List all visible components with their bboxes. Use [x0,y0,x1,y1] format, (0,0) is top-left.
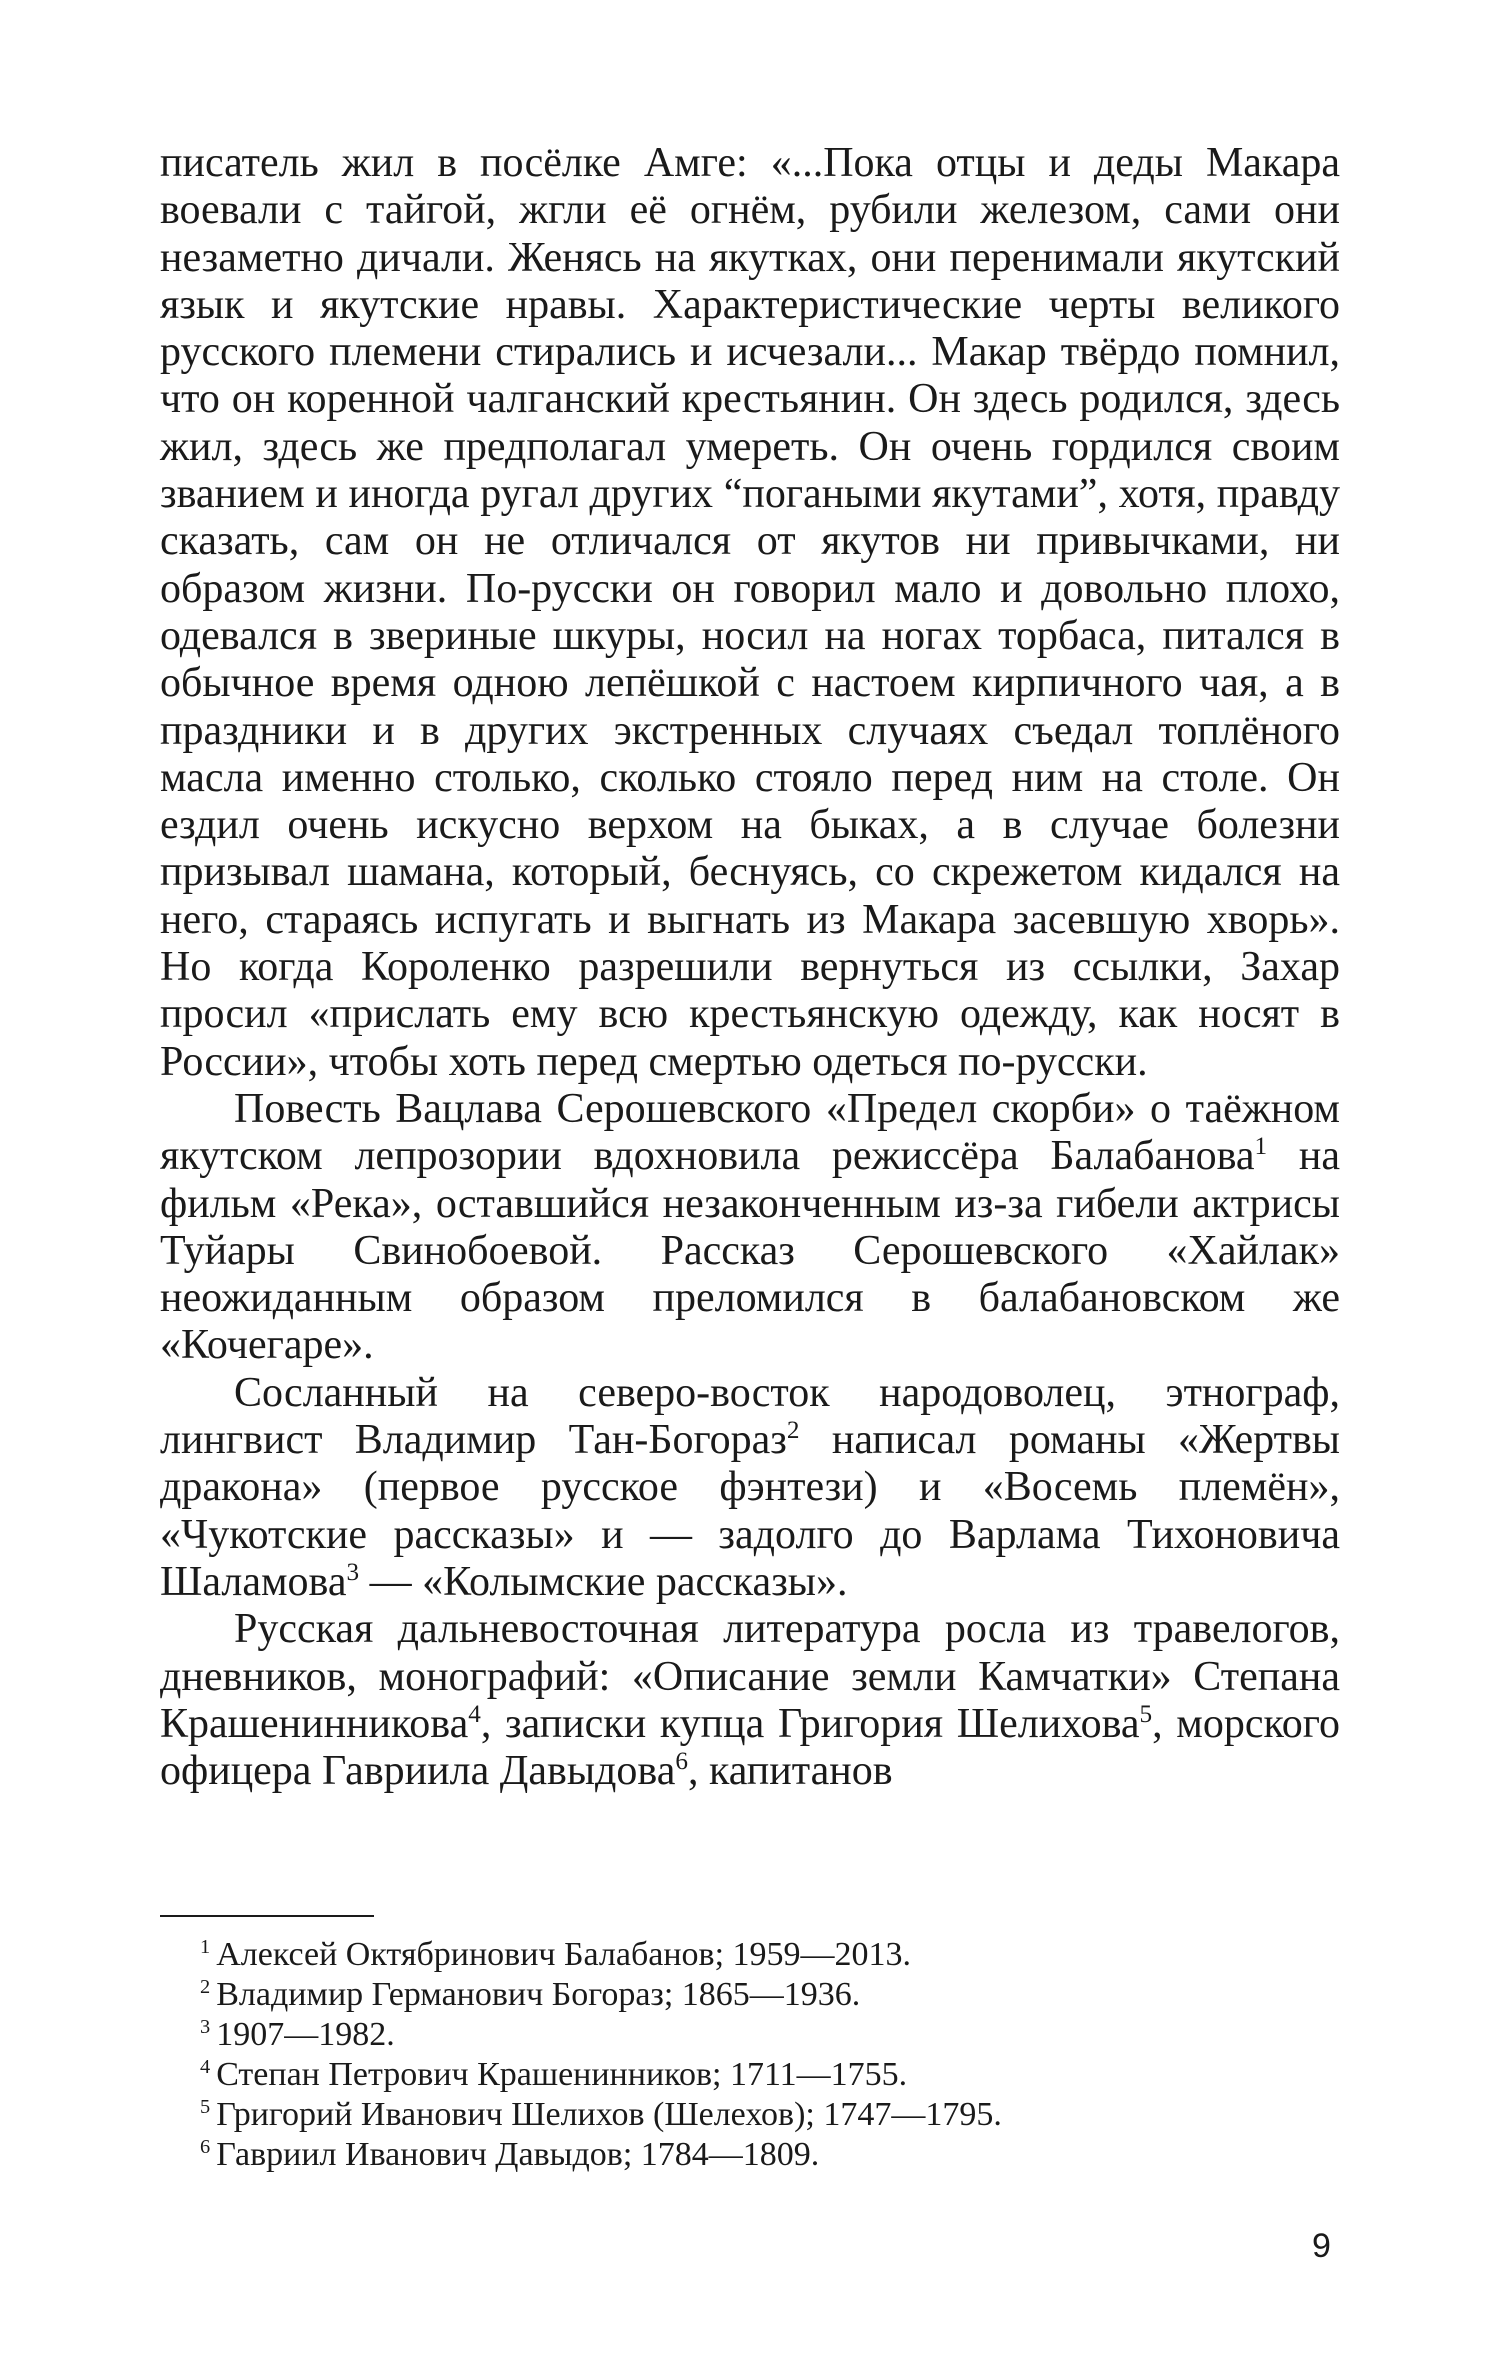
paragraph-text: Сосланный на северо-восток народоволец, этнограф, лингвист Владимир Тан-Богораз [160,1369,1340,1464]
paragraph [160,1086,1340,1370]
footnote [200,1935,1340,1975]
paragraph [160,1606,1340,1795]
footnote-mark: 4 [200,2055,211,2078]
page-body [160,140,1340,1795]
paragraph-text: , капитанов [687,1748,893,1795]
footnote-text: Григорий Иванович Шелихов (Шелехов); 1747—1795. [216,2096,1002,2133]
paragraph-text: Повесть Вацлава Серошевского «Предел скорби» о таёжном якутском лепрозории вдохновила режиссёра Балабанова [160,1085,1340,1180]
page-number: 9 [1312,2227,1331,2265]
paragraph-text: на фильм «Река», оставшийся незаконченным из-за гибели актрисы Туйары Свинобоевой. Рассказ Серошевского «Хайлак» неожиданным образом преломился в балабановском же «Кочегаре». [160,1133,1340,1369]
footnote-mark: 6 [200,2135,211,2158]
paragraph [160,140,1340,1086]
paragraph-text: написал романы «Жертвы дракона» (первое русское фэнтези) и «Восемь племён», «Чукотские рассказы» и — задолго до Варлама Тихоновича Шаламова [160,1417,1341,1605]
paragraph-text: , морского офицера Гавриила Давыдова [160,1700,1340,1795]
footnote-text: 1907—1982. [216,2016,395,2053]
footnote-reference: 4 [468,1700,481,1728]
footnote [200,2095,1340,2135]
footnote [200,2055,1340,2095]
paragraph-text: Русская дальневосточная литература росла из травелогов, дневников, монографий: «Описание земли Камчатки» Степана Крашенинникова [160,1606,1340,1747]
footnote-reference: 5 [1139,1700,1153,1728]
footnote-separator [160,1915,374,1917]
footnote-text: Владимир Германович Богораз; 1865—1936. [216,1976,861,2013]
footnote-mark: 5 [200,2095,211,2118]
paragraph [160,1370,1340,1606]
paragraph-text: писатель жил в посёлке Амге: «...Пока отцы и деды Макара воевали с тайгой, жгли её огнём, рубили железом, сами они незаметно дичали. Женясь на якутках, они перенимали якутский язык и якутские нравы. Характеристические черты великого русского племени стирались и исчезали... Макар твёрдо помнил, что он коренной чалганский крестьянин. Он здесь родился, здесь жил, здесь же предполагал умереть. Он очень гордился своим званием и иногда ругал других “погаными якутами”, хотя, правду сказать, сам он не отличался от якутов ни привычками, ни образом жизни. По-русски он говорил мало и довольно плохо, одевался в звериные шкуры, носил на ногах торбаса, питался в обычное время одною лепёшкой с настоем кирпичного чая, а в праздники и в других экстренных случаях съедал топлёного масла именно столько, сколько стояло перед ним на столе. Он ездил очень искусно верхом на быках, а в случае болезни призывал шамана, который, беснуясь, со скрежетом кидался на него, стараясь испугать и выгнать из Макара засевшую хворь». Но когда Короленко разрешили вернуться из ссылки, Захар просил «прислать ему всю крестьянскую одежду, как носят в России», чтобы хоть перед смертью одеться по-русски. [160,140,1340,1085]
footnote-mark: 1 [200,1935,211,1958]
footnote-mark: 3 [200,2015,211,2038]
footnotes [200,1935,1340,2175]
footnote [200,2135,1340,2175]
paragraph-text: — «Колымские рассказы». [359,1558,848,1605]
footnote-mark: 2 [200,1975,211,1998]
footnote-reference: 2 [786,1417,800,1445]
footnote [200,2015,1340,2055]
footnote-reference: 3 [346,1558,360,1586]
footnote-text: Гавриил Иванович Давыдов; 1784—1809. [216,2136,820,2173]
footnote-text: Степан Петрович Крашенинников; 1711—1755. [216,2056,908,2093]
footnote [200,1975,1340,2015]
footnote-reference: 6 [675,1748,688,1776]
main-text [160,140,1340,1795]
paragraph-text: , записки купца Григория Шелихова [480,1700,1140,1747]
footnote-reference: 1 [1254,1133,1268,1161]
footnote-text: Алексей Октябринович Балабанов; 1959—2013. [216,1936,912,1973]
